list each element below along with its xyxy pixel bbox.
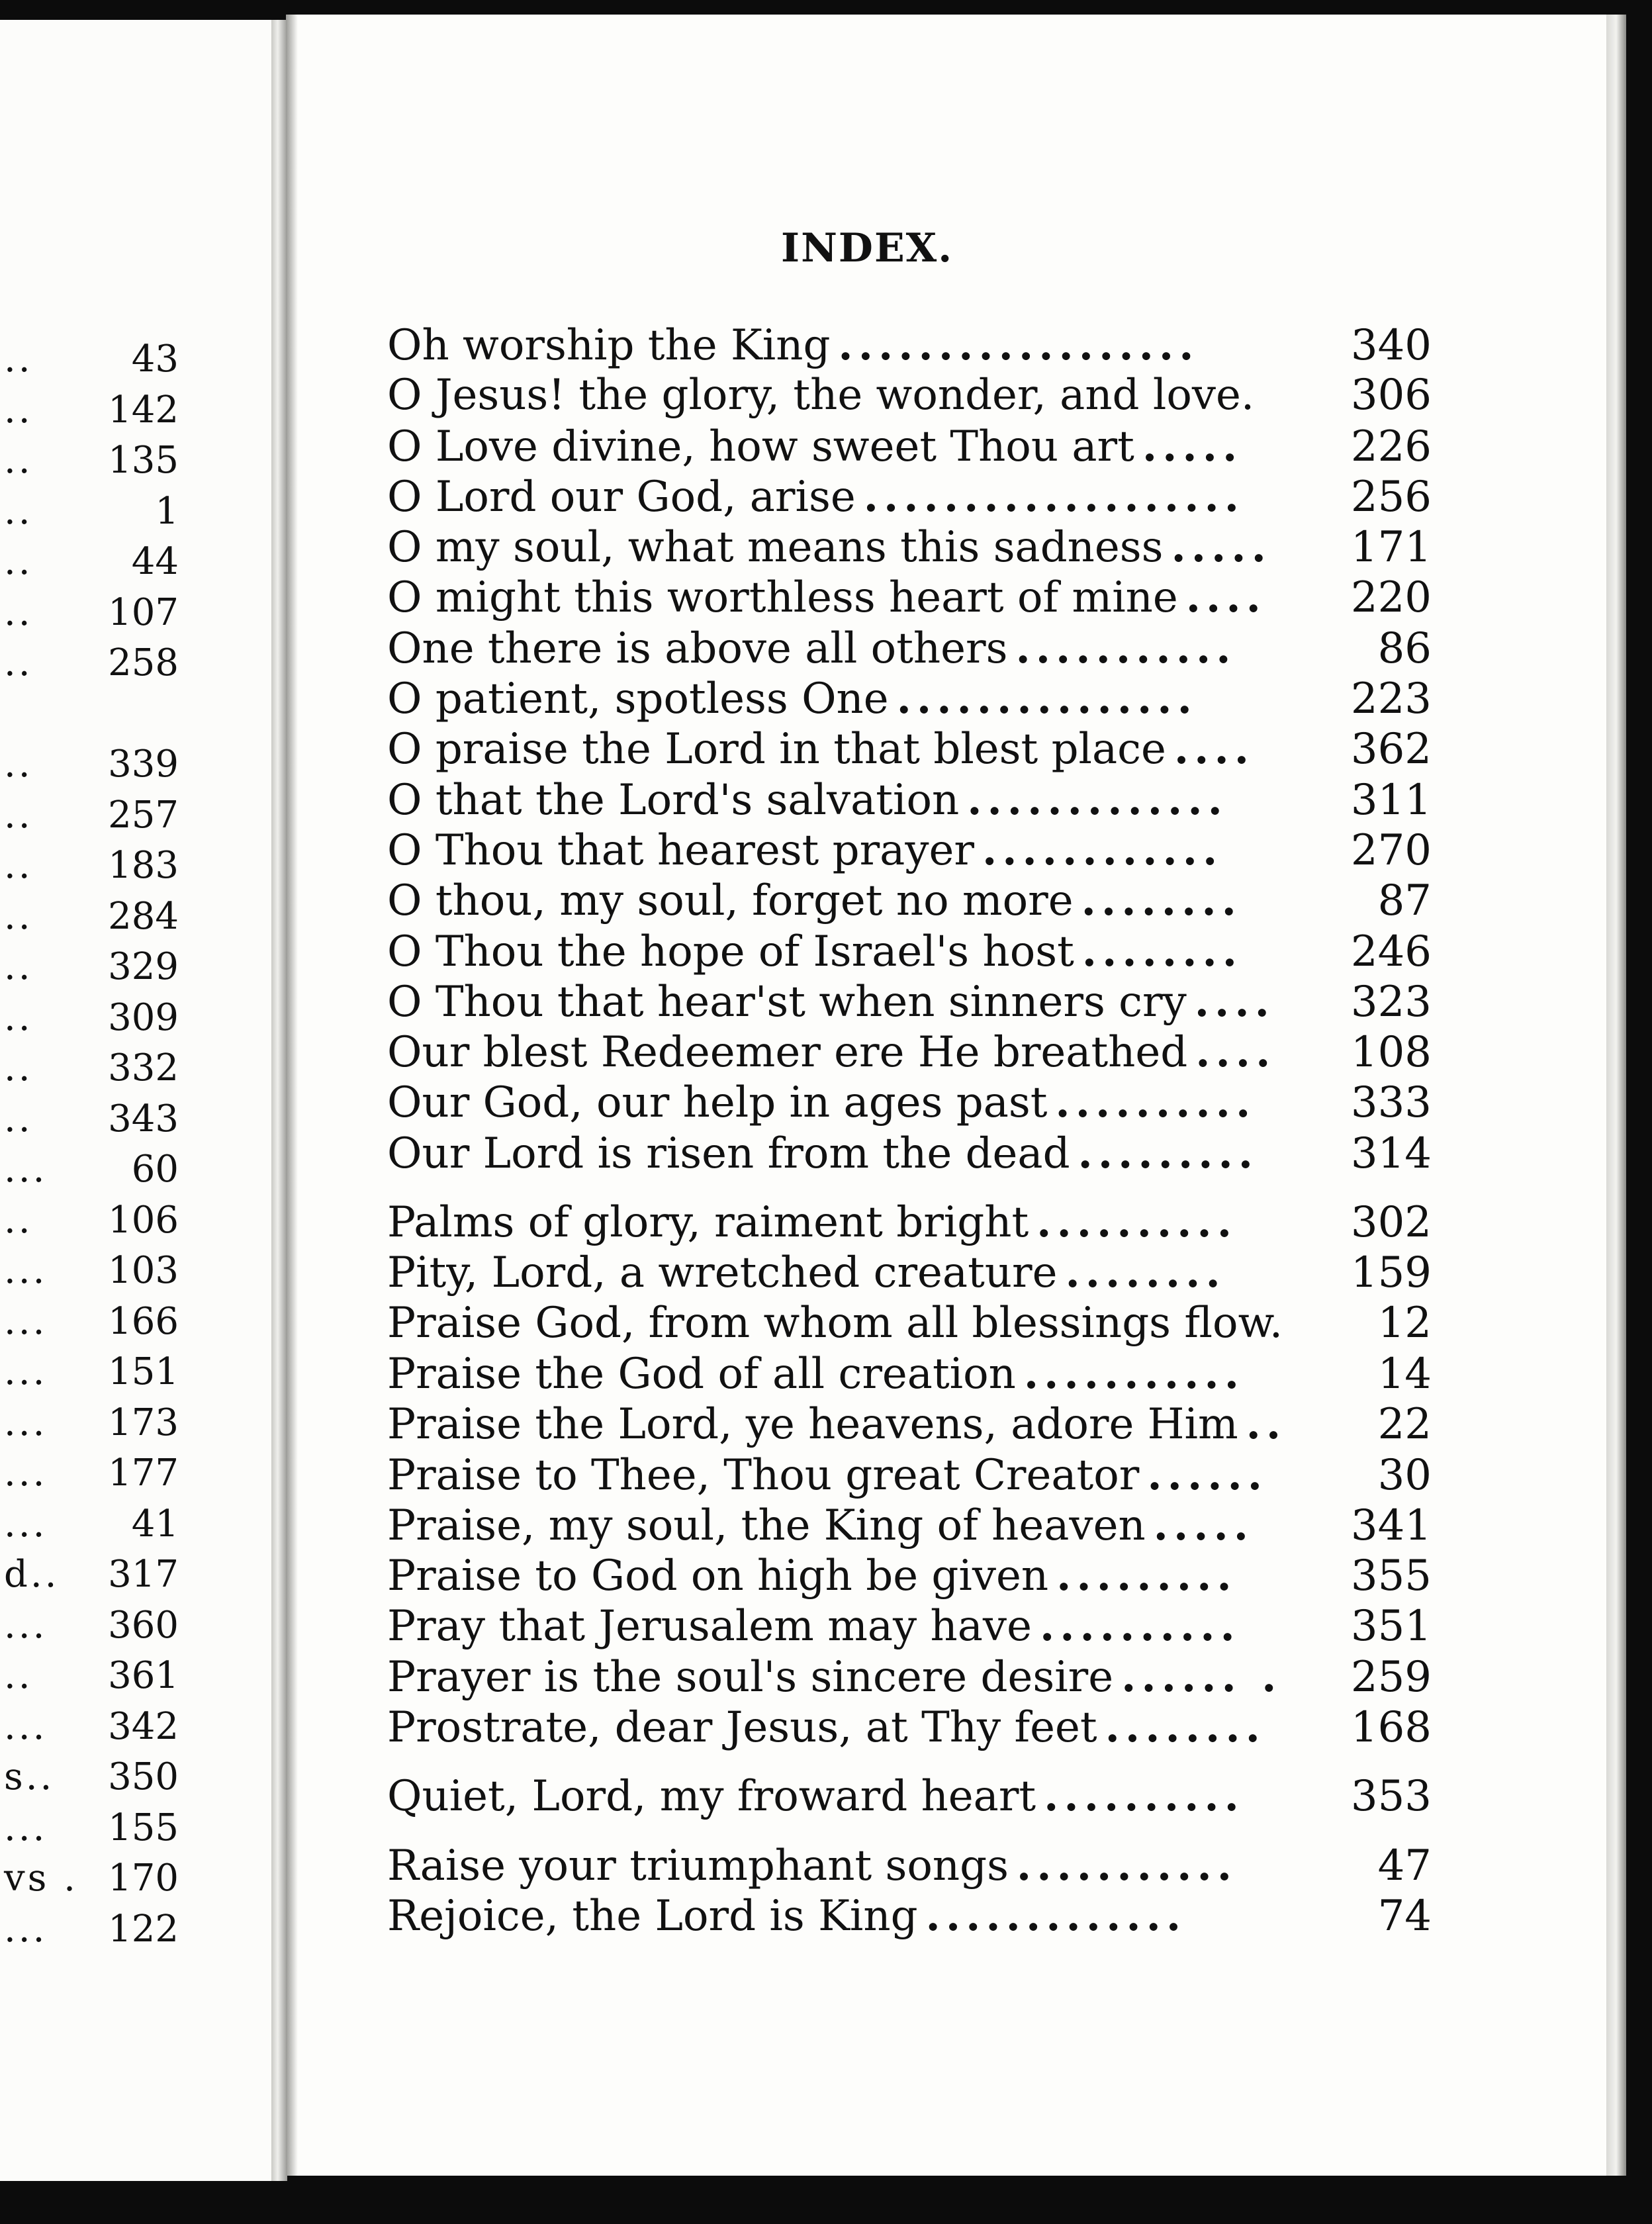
- hymn-title: Pity, Lord, a wretched creature: [387, 1248, 1058, 1298]
- left-index-row: [0, 892, 179, 943]
- left-index-row: [0, 1803, 179, 1854]
- dot-leader: ....: [1173, 724, 1254, 774]
- left-index-row: [0, 1347, 179, 1398]
- left-index-leader: ..: [4, 1046, 33, 1089]
- hymn-title: Praise to God on high be given: [387, 1552, 1049, 1601]
- index-entry: [387, 1349, 1432, 1399]
- hymn-page-number: 171: [1350, 523, 1432, 573]
- index-entry: [387, 472, 1432, 522]
- hymn-page-number: 351: [1350, 1602, 1432, 1651]
- hymn-page-number: 256: [1350, 472, 1432, 522]
- left-index-leader: vs .: [4, 1857, 78, 1900]
- hymn-page-number: 311: [1350, 775, 1432, 825]
- hymn-page-number: 353: [1350, 1772, 1432, 1822]
- hymn-title: O Love divine, how sweet Thou art: [387, 422, 1134, 471]
- dot-leader: ..........: [1039, 1601, 1240, 1651]
- left-index-leader: ...: [4, 1299, 48, 1343]
- hymn-title: Raise your triumphant songs: [387, 1841, 1009, 1890]
- hymn-title: Oh worship the King: [387, 321, 831, 370]
- page-title: INDEX.: [781, 225, 954, 271]
- index-entry: [387, 371, 1432, 421]
- hymn-page-number: 87: [1377, 876, 1432, 926]
- index-entry: [387, 1197, 1432, 1248]
- left-index-leader: ..: [4, 1654, 33, 1697]
- hymn-title: One there is above all others: [387, 624, 1008, 673]
- hymn-title: Our God, our help in ages past: [387, 1078, 1048, 1128]
- left-index-leader: ...: [4, 1350, 48, 1393]
- index-entry: [387, 1027, 1432, 1078]
- left-index-page-number: 343: [108, 1097, 179, 1140]
- dot-leader: ............: [982, 825, 1223, 875]
- dot-leader: .............: [925, 1890, 1187, 1941]
- left-index-leader: ...: [4, 1401, 48, 1444]
- hymn-page-number: 47: [1377, 1841, 1432, 1890]
- dot-leader: ....: [1195, 1027, 1276, 1078]
- index-list: [387, 320, 1432, 1941]
- dot-leader: ....: [1185, 573, 1266, 623]
- hymn-page-number: 14: [1377, 1349, 1432, 1399]
- hymn-page-number: 223: [1350, 674, 1432, 724]
- left-index-row: [0, 1448, 179, 1499]
- left-index-leader: ..: [4, 1198, 33, 1242]
- hymn-page-number: 159: [1350, 1248, 1432, 1298]
- left-index-leader: ...: [4, 1907, 48, 1951]
- left-index-leader: ...: [4, 1806, 48, 1849]
- dot-leader: ........: [1065, 1248, 1226, 1298]
- index-entry: [387, 1841, 1432, 1891]
- left-index-page-number: 257: [108, 793, 179, 837]
- index-entry: [387, 927, 1432, 977]
- left-index-leader: ..: [4, 945, 33, 988]
- left-index-page-number: 339: [108, 743, 179, 786]
- hymn-page-number: 30: [1377, 1450, 1432, 1500]
- hymn-page-number: 341: [1350, 1501, 1432, 1550]
- left-index-leader: s..: [4, 1755, 55, 1798]
- left-index-page-number: 44: [131, 540, 179, 583]
- hymn-title: O Thou that hear'st when sinners cry: [387, 977, 1187, 1027]
- left-index-page-number: 60: [131, 1148, 179, 1191]
- hymn-page-number: 220: [1350, 573, 1432, 623]
- dot-leader: .....: [1171, 522, 1271, 573]
- left-index-page-number: 361: [108, 1654, 179, 1697]
- hymn-title: Prostrate, dear Jesus, at Thy feet: [387, 1703, 1097, 1753]
- left-index-leader: ...: [4, 1603, 48, 1647]
- index-entry: [387, 775, 1432, 825]
- hymn-page-number: 355: [1350, 1552, 1432, 1601]
- left-index-leader: [0, 689, 4, 740]
- left-index-row: [0, 1550, 179, 1600]
- dot-leader: ..................: [838, 320, 1199, 370]
- hymn-page-number: 333: [1350, 1078, 1432, 1128]
- hymn-title: O thou, my soul, forget no more: [387, 876, 1074, 926]
- index-entry: [387, 876, 1432, 926]
- hymn-page-number: 270: [1350, 825, 1432, 875]
- left-index-page-number: 107: [108, 590, 179, 634]
- index-entry: [387, 1551, 1432, 1601]
- hymn-page-number: 22: [1377, 1400, 1432, 1450]
- left-index-page-number: 1: [155, 489, 179, 533]
- dot-leader: ...........: [1023, 1348, 1244, 1399]
- left-index-row: [0, 1094, 179, 1145]
- hymn-title: Quiet, Lord, my froward heart: [387, 1772, 1036, 1822]
- left-index-leader: ...: [4, 1704, 48, 1748]
- hymn-page-number: 74: [1377, 1891, 1432, 1941]
- left-index-page-number: 183: [108, 844, 179, 887]
- index-entry: [387, 1771, 1432, 1822]
- hymn-title: Our blest Redeemer ere He breathed: [387, 1028, 1188, 1078]
- index-entry: [387, 320, 1432, 371]
- hymn-title: Praise God, from whom all blessings flow.: [387, 1298, 1283, 1348]
- left-index-leader: ...: [4, 1452, 48, 1495]
- dot-leader: ..: [1246, 1399, 1287, 1450]
- left-index-leader: ..: [4, 996, 33, 1039]
- left-index-page-number: 142: [108, 388, 179, 432]
- index-entry: [387, 1450, 1432, 1501]
- index-entry: [387, 1601, 1432, 1651]
- hymn-title: Palms of glory, raiment bright: [387, 1198, 1029, 1248]
- left-index-row: [0, 1144, 179, 1195]
- left-index-leader: ..: [4, 388, 33, 432]
- left-index-row: [0, 1853, 179, 1904]
- left-index-row: [0, 385, 179, 436]
- hymn-title: Praise the God of all creation: [387, 1349, 1016, 1399]
- hymn-page-number: 108: [1350, 1028, 1432, 1078]
- page-edge: [1606, 15, 1626, 2176]
- index-entry: [387, 1078, 1432, 1128]
- hymn-page-number: 323: [1350, 977, 1432, 1027]
- dot-leader: .........: [1078, 1128, 1259, 1178]
- index-entry: [387, 1702, 1432, 1753]
- hymn-title: O might this worthless heart of mine: [387, 573, 1178, 623]
- hymn-title: O that the Lord's salvation: [387, 775, 960, 825]
- left-index-page-number: 151: [108, 1350, 179, 1393]
- left-index-row: [0, 1702, 179, 1753]
- hymn-title: Our Lord is risen from the dead: [387, 1129, 1070, 1178]
- left-index-page-number: 329: [108, 945, 179, 988]
- left-index-row: [0, 841, 179, 892]
- left-index-row: [0, 739, 179, 790]
- left-page: [0, 20, 278, 2181]
- index-entry: [387, 522, 1432, 573]
- hymn-page-number: 168: [1350, 1703, 1432, 1753]
- hymn-title: O Jesus! the glory, the wonder, and love.: [387, 371, 1255, 420]
- hymn-page-number: 246: [1350, 927, 1432, 976]
- hymn-title: Rejoice, the Lord is King: [387, 1891, 918, 1941]
- index-entry: [387, 1399, 1432, 1450]
- left-index-leader: ..: [4, 1097, 33, 1140]
- index-entry: [387, 1891, 1432, 1941]
- left-index-row: [0, 638, 179, 689]
- hymn-title: Praise, my soul, the King of heaven: [387, 1501, 1146, 1550]
- dot-leader: ...... .: [1121, 1651, 1282, 1702]
- left-index-row: [0, 1752, 179, 1803]
- dot-leader: ..........: [1044, 1771, 1244, 1822]
- left-index-leader: ...: [4, 1249, 48, 1292]
- left-index-page-number: 332: [108, 1046, 179, 1089]
- left-index-leader: d..: [4, 1553, 60, 1596]
- hymn-title: Pray that Jerusalem may have: [387, 1602, 1032, 1651]
- left-index-page-number: 317: [108, 1553, 179, 1596]
- left-index-page-number: 258: [108, 641, 179, 684]
- index-entry: [387, 1299, 1432, 1349]
- left-index-leader: ..: [4, 743, 33, 786]
- left-index-row: [0, 1499, 179, 1550]
- hymn-page-number: 314: [1350, 1129, 1432, 1178]
- left-index-leader: ..: [4, 590, 33, 634]
- left-index-page-number: 166: [108, 1299, 179, 1343]
- hymn-title: O my soul, what means this sadness: [387, 523, 1164, 573]
- dot-leader: .....: [1142, 421, 1243, 471]
- left-index-page-number: 350: [108, 1755, 179, 1798]
- dot-leader: ........: [1105, 1702, 1265, 1753]
- index-entry: [387, 1129, 1432, 1179]
- left-index-page-number: 43: [131, 338, 179, 381]
- hymn-page-number: 12: [1377, 1298, 1432, 1348]
- left-index-page-number: 309: [108, 996, 179, 1039]
- left-index-row: [0, 1398, 179, 1449]
- hymn-title: Praise to Thee, Thou great Creator: [387, 1450, 1140, 1500]
- left-index-leader: ..: [4, 439, 33, 482]
- left-index-row: [0, 1651, 179, 1702]
- hymn-title: O Thou that hearest prayer: [387, 825, 974, 875]
- left-index-row: [0, 1195, 179, 1246]
- left-index-row: [0, 1246, 179, 1297]
- index-entry: [387, 674, 1432, 724]
- left-index-row: [0, 942, 179, 993]
- left-index-leader: ..: [4, 540, 33, 583]
- left-index-row: [0, 1297, 179, 1348]
- book-gutter: [271, 20, 287, 2181]
- left-index-page-number: 155: [108, 1806, 179, 1849]
- hymn-title: O praise the Lord in that blest place: [387, 725, 1166, 774]
- hymn-page-number: 302: [1350, 1198, 1432, 1248]
- index-entry: [387, 724, 1432, 774]
- hymn-title: O Thou the hope of Israel's host: [387, 927, 1074, 976]
- dot-leader: ......: [1147, 1450, 1268, 1500]
- dot-leader: ...........: [1016, 1840, 1237, 1890]
- index-entry: [387, 1652, 1432, 1702]
- left-index-page-number: 360: [108, 1603, 179, 1647]
- index-entry: [387, 573, 1432, 623]
- dot-leader: ........: [1081, 876, 1242, 926]
- left-index-leader: ..: [4, 489, 33, 533]
- hymn-page-number: 86: [1377, 624, 1432, 673]
- left-index-row: [0, 1043, 179, 1094]
- left-index-page-number: 103: [108, 1249, 179, 1292]
- left-index-leader: ..: [4, 793, 33, 837]
- left-index-leader: ..: [4, 641, 33, 684]
- dot-leader: ..........: [1055, 1078, 1256, 1128]
- hymn-page-number: 259: [1350, 1652, 1432, 1702]
- left-index-page-number: 170: [108, 1857, 179, 1900]
- index-entry: [387, 1501, 1432, 1551]
- dot-leader: ...................: [863, 471, 1245, 522]
- hymn-page-number: 362: [1350, 725, 1432, 774]
- hymn-title: Praise the Lord, ye heavens, adore Him: [387, 1400, 1238, 1450]
- left-index-leader: ..: [4, 894, 33, 938]
- index-entry: [387, 1248, 1432, 1298]
- left-index-page-number: 135: [108, 439, 179, 482]
- dot-leader: ...........: [1015, 623, 1236, 673]
- left-index-page-number: 122: [108, 1907, 179, 1951]
- dot-leader: ....: [1194, 976, 1275, 1027]
- hymn-page-number: 226: [1350, 422, 1432, 471]
- page-fold-shadow: [286, 15, 298, 2176]
- left-index-row: [0, 486, 179, 537]
- dot-leader: ...............: [896, 674, 1197, 724]
- left-index-leader: ...: [4, 1502, 48, 1546]
- left-index-page-number: 41: [131, 1502, 179, 1546]
- dot-leader: ..........: [1036, 1197, 1237, 1248]
- left-index-page-number: 342: [108, 1704, 179, 1748]
- index-entry: [387, 977, 1432, 1027]
- left-index-leader: ..: [4, 338, 33, 381]
- left-index-page-number: 106: [108, 1198, 179, 1242]
- left-page-index-column: [0, 334, 179, 1955]
- hymn-title: O patient, spotless One: [387, 674, 889, 724]
- left-index-row: [0, 334, 179, 385]
- left-index-row: [0, 790, 179, 841]
- left-index-row: [0, 689, 179, 740]
- hymn-title: Prayer is the soul's sincere desire: [387, 1652, 1114, 1702]
- left-index-row: [0, 588, 179, 639]
- left-index-row: [0, 436, 179, 486]
- left-index-page-number: 177: [108, 1452, 179, 1495]
- left-index-leader: ..: [4, 844, 33, 887]
- left-index-row: [0, 1600, 179, 1651]
- dot-leader: ........: [1081, 926, 1243, 976]
- dot-leader: .........: [1056, 1551, 1237, 1601]
- dot-leader: .............: [967, 774, 1228, 825]
- left-index-leader: ...: [4, 1148, 48, 1191]
- index-entry: [387, 422, 1432, 472]
- index-entry: [387, 825, 1432, 876]
- left-index-page-number: 284: [108, 894, 179, 938]
- left-index-row: [0, 993, 179, 1044]
- hymn-page-number: 306: [1350, 371, 1432, 420]
- hymn-page-number: 340: [1350, 321, 1432, 370]
- left-index-row: [0, 1904, 179, 1955]
- left-index-row: [0, 537, 179, 588]
- dot-leader: .....: [1153, 1500, 1254, 1550]
- index-entry: [387, 624, 1432, 674]
- hymn-title: O Lord our God, arise: [387, 472, 856, 522]
- left-index-page-number: 173: [108, 1401, 179, 1444]
